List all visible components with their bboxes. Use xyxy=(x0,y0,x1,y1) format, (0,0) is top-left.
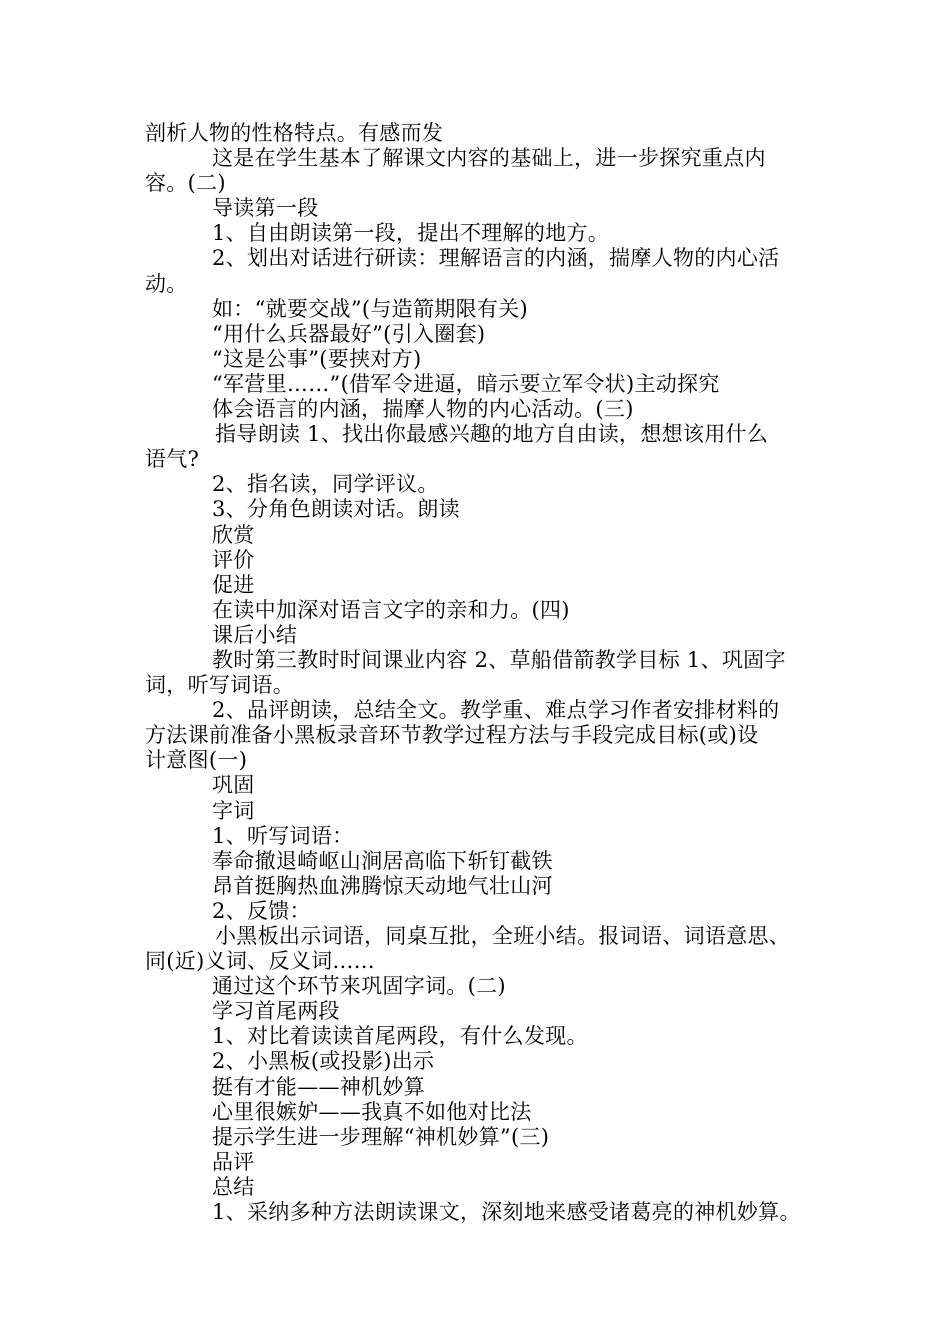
text-line: 巩固 xyxy=(212,773,255,798)
text-line: 通过这个环节来巩固字词。(二) xyxy=(212,974,506,999)
text-line: 这是在学生基本了解课文内容的基础上，进一步探究重点内 xyxy=(212,146,766,171)
text-line: 2、指名读，同学评议。 xyxy=(212,472,439,497)
text-line: 欣赏 xyxy=(212,522,255,547)
text-line: “这是公事”(要挟对方) xyxy=(212,346,422,371)
text-line: “用什么兵器最好”(引入圈套) xyxy=(212,321,486,346)
text-line: “军营里……”(借军令进逼，暗示要立军令状)主动探究 xyxy=(212,371,720,396)
text-line: 评价 xyxy=(212,547,255,572)
text-line: 昂首挺胸热血沸腾惊天动地气壮山河 xyxy=(212,873,553,898)
text-line: 2、划出对话进行研读：理解语言的内涵，揣摩人物的内心活 xyxy=(212,246,780,271)
text-line: 语气? xyxy=(145,447,200,472)
text-line: 动。 xyxy=(145,271,188,296)
text-line: 计意图(一) xyxy=(145,748,248,773)
text-line: 如：“就要交战”(与造箭期限有关) xyxy=(212,296,528,321)
text-line: 1、采纳多种方法朗读课文，深刻地来感受诸葛亮的神机妙算。 xyxy=(212,1200,801,1225)
text-line: 心里很嫉妒——我真不如他对比法 xyxy=(212,1099,532,1124)
text-line: 导读第一段 xyxy=(212,196,319,221)
text-line: 2、反馈： xyxy=(212,898,311,923)
text-line: 挺有才能——神机妙算 xyxy=(212,1074,425,1099)
text-line: 奉命撤退崎岖山涧居高临下斩钉截铁 xyxy=(212,848,553,873)
text-line: 教时第三教时时间课业内容 2、草船借箭教学目标 1、巩固字 xyxy=(212,647,786,672)
text-line: 指导朗读 1、找出你最感兴趣的地方自由读，想想该用什么 xyxy=(215,422,769,447)
text-line: 品评 xyxy=(212,1149,255,1174)
text-line: 1、自由朗读第一段，提出不理解的地方。 xyxy=(212,221,610,246)
text-line: 字词 xyxy=(212,798,255,823)
text-line: 3、分角色朗读对话。朗读 xyxy=(212,497,460,522)
text-line: 体会语言的内涵，揣摩人物的内心活动。(三) xyxy=(212,397,634,422)
text-line: 1、听写词语： xyxy=(212,823,354,848)
text-line: 1、对比着读读首尾两段，有什么发现。 xyxy=(212,1024,588,1049)
text-line: 同(近)义词、反义词…… xyxy=(145,949,375,974)
text-line: 2、品评朗读，总结全文。教学重、难点学习作者安排材料的 xyxy=(212,698,780,723)
text-line: 容。(二) xyxy=(145,171,226,196)
text-line: 课后小结 xyxy=(212,622,298,647)
text-line: 促进 xyxy=(212,572,255,597)
text-line: 提示学生进一步理解“神机妙算”(三) xyxy=(212,1124,550,1149)
text-line: 剖析人物的性格特点。有感而发 xyxy=(145,121,444,145)
document-body xyxy=(145,121,825,1225)
text-line: 方法课前准备小黑板录音环节教学过程方法与手段完成目标(或)设 xyxy=(145,723,759,748)
text-line: 2、小黑板(或投影)出示 xyxy=(212,1049,435,1074)
text-line: 总结 xyxy=(212,1174,255,1199)
text-line: 学习首尾两段 xyxy=(212,999,340,1024)
text-line: 小黑板出示词语，同桌互批，全班小结。报词语、词语意思、 xyxy=(215,924,791,948)
text-line: 词，听写词语。 xyxy=(145,673,295,698)
text-line: 在读中加深对语言文字的亲和力。(四) xyxy=(212,597,570,622)
